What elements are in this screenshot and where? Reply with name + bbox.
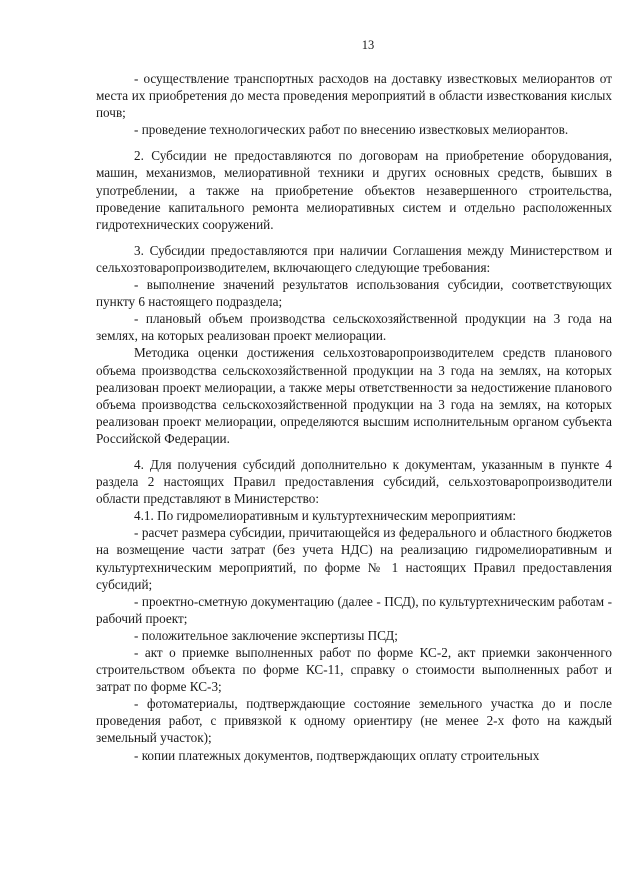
paragraph: 2. Субсидии не предоставляются по договорам на приобретение оборудования, машин, механизмов, мелиоративной техники и других основных средств, бывших в употреблении, а также на приобретение объектов незавершенного строительства, проведение капитального ремонта мелиоративных систем и отдельно расположенных гидротехнических сооружений. <box>96 148 612 232</box>
paragraph: - проведение технологических работ по внесению известковых мелиорантов. <box>134 122 569 138</box>
paragraph: 3. Субсидии предоставляются при наличии Соглашения между Министерством и сельхозтоваропроизводителем, включающего следующие требования: <box>96 242 612 275</box>
paragraph-gap <box>96 447 612 456</box>
paragraph: - выполнение значений результатов использования субсидии, соответствующих пункту 6 настоящего подраздела; <box>96 277 612 310</box>
paragraph: Методика оценки достижения сельхозтоваропроизводителем средств планового объема производства сельскохозяйственной продукции на 3 года на землях, на которых реализован проект мелиорации, а также меры ответственности за недостижение планового объема производства сельскохозяйственной продукции на 3 года на землях, на которых реализован проект мелиорации, определяются высшим исполнительным органом субъекта Российской Федерации. <box>96 345 612 446</box>
paragraph-gap <box>96 138 612 147</box>
paragraph: - копии платежных документов, подтверждающих оплату строительных <box>134 747 540 763</box>
paragraph-gap <box>96 233 612 242</box>
paragraph: - акт о приемке выполненных работ по форме КС-2, акт приемки законченного строительством объекта по форме КС-11, справку о стоимости выполненных работ и затрат по форме КС-3; <box>96 645 612 695</box>
paragraph: - осуществление транспортных расходов на доставку известковых мелиорантов от места их приобретения до места проведения мероприятий в области известкования кислых почв; <box>96 71 612 121</box>
paragraph: - положительное заключение экспертизы ПСД; <box>134 627 398 643</box>
page-number: 13 <box>361 38 375 52</box>
paragraph: - расчет размера субсидии, причитающейся из федерального и областного бюджетов на возмещение части затрат (без учета НДС) на реализацию гидромелиоративным и культуртехническим мероприятий, по форме № 1 настоящих Правил предоставления субсидий; <box>96 525 612 592</box>
paragraph: 4. Для получения субсидий дополнительно к документам, указанным в пункте 4 раздела 2 настоящих Правил предоставления субсидий, сельхозтоваропроизводители области представляют в Министерство: <box>96 456 612 507</box>
document-body <box>96 70 612 764</box>
paragraph: 4.1. По гидромелиоративным и культуртехническим мероприятиям: <box>134 508 517 524</box>
paragraph: - плановый объем производства сельскохозяйственной продукции на 3 года на землях, на которых реализован проект мелиорации. <box>96 311 612 344</box>
paragraph: - фотоматериалы, подтверждающие состояние земельного участка до и после проведения работ, с привязкой к одному ориентиру (не менее 2-х фото на каждый земельный участок); <box>96 696 612 746</box>
paragraph: - проектно-сметную документацию (далее - ПСД), по культуртехническим работам - рабочий проект; <box>96 593 612 626</box>
